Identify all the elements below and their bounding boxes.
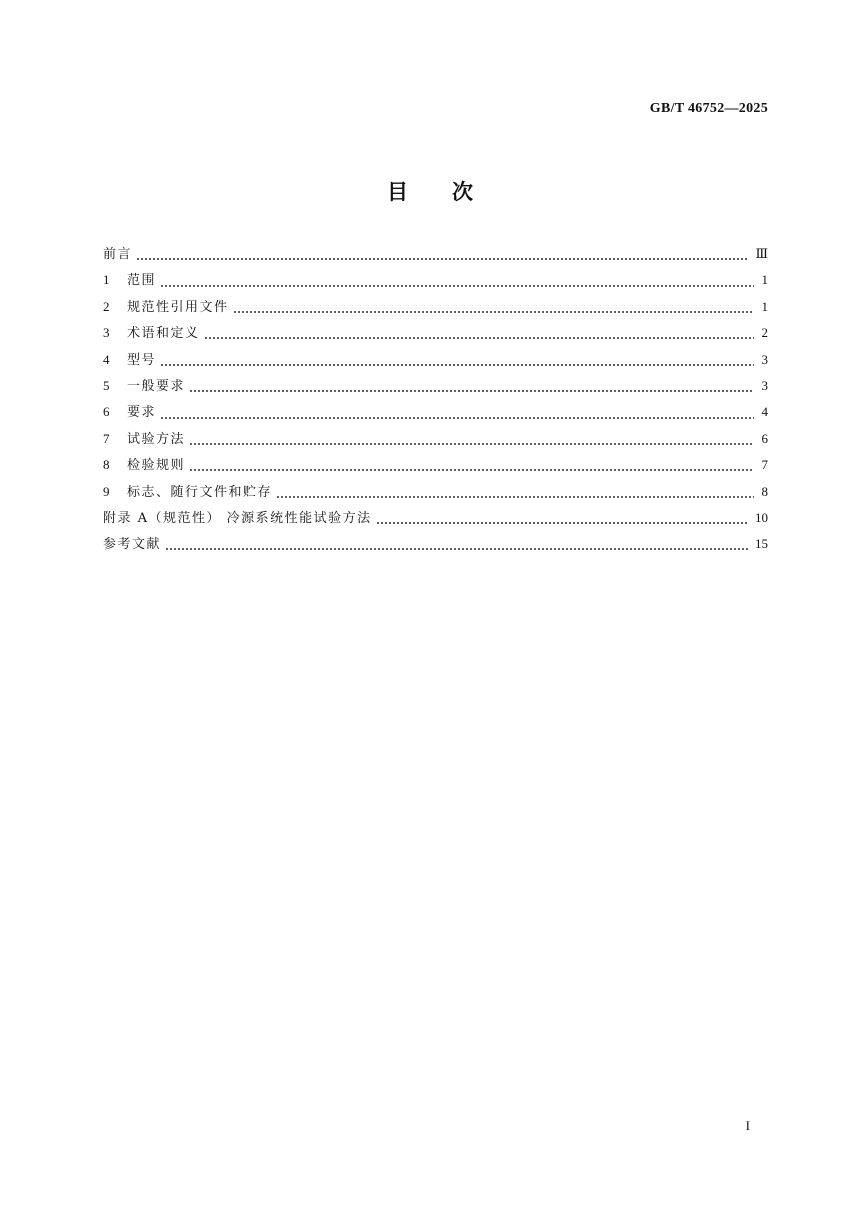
toc-dot-leader [376, 521, 749, 525]
toc-entry-marking-documents-storage[interactable] [103, 481, 768, 507]
toc-entry-label: 规范性引用文件 [127, 299, 229, 315]
toc-entry-label: 范围 [127, 273, 157, 289]
toc-entry-number: 6 [103, 404, 110, 420]
toc-entry-page: 3 [761, 377, 768, 393]
page-number: I [745, 1118, 750, 1133]
toc-entry-test-methods[interactable] [103, 428, 768, 454]
toc-entry-annex-a[interactable] [103, 507, 768, 533]
toc-entry-page: 7 [761, 457, 768, 473]
toc-dot-leader [189, 389, 754, 393]
toc-dot-leader [189, 468, 754, 472]
toc-entry-page: 4 [761, 404, 768, 420]
toc-entry-number: 2 [103, 298, 110, 314]
toc-dot-leader [189, 442, 754, 446]
toc-entry-model[interactable] [103, 349, 768, 375]
toc-entry-number: 7 [103, 430, 110, 446]
page-title: 目次 [387, 180, 517, 204]
toc-entry-label: 一般要求 [127, 378, 186, 394]
toc-entry-requirements[interactable] [103, 401, 768, 427]
toc-dot-leader [165, 547, 749, 551]
toc-entry-bibliography[interactable] [103, 533, 768, 559]
toc-dot-leader [276, 495, 754, 499]
toc-entry-label: 标志、随行文件和贮存 [127, 484, 273, 500]
toc-entry-page: 3 [761, 351, 768, 367]
toc-entry-page: 8 [761, 483, 768, 499]
toc-entry-label: 附录 A（规范性） 冷源系统性能试验方法 [103, 510, 372, 526]
toc-entry-label: 要求 [127, 405, 157, 421]
toc-entry-number: 1 [103, 272, 110, 288]
toc-entry-label: 型号 [127, 352, 157, 368]
toc-entry-page: 2 [761, 325, 768, 341]
toc-entry-label: 参考文献 [103, 537, 162, 553]
toc-entry-terms-definitions[interactable] [103, 322, 768, 348]
toc-entry-label: 检验规则 [127, 458, 186, 474]
table-of-contents [103, 243, 768, 560]
toc-entry-page: 6 [761, 430, 768, 446]
toc-entry-scope[interactable] [103, 269, 768, 295]
toc-entry-number: 5 [103, 377, 110, 393]
toc-entry-number: 8 [103, 457, 110, 473]
toc-dot-leader [233, 310, 754, 314]
toc-entry-label: 试验方法 [127, 431, 186, 447]
toc-entry-page: 1 [761, 298, 768, 314]
toc-entry-page: 1 [761, 272, 768, 288]
toc-entry-page: Ⅲ [755, 246, 768, 261]
toc-entry-preface[interactable] [103, 243, 768, 269]
standard-number: GB/T 46752—2025 [649, 101, 768, 116]
toc-dot-leader [160, 363, 754, 367]
toc-entry-number: 3 [103, 325, 110, 341]
toc-dot-leader [160, 416, 754, 420]
toc-entry-normative-references[interactable] [103, 296, 768, 322]
toc-entry-page: 15 [755, 536, 768, 552]
toc-entry-label: 前言 [103, 247, 133, 262]
toc-dot-leader [160, 284, 754, 288]
toc-entry-page: 10 [755, 509, 768, 525]
toc-entry-number: 9 [103, 483, 110, 499]
toc-entry-inspection-rules[interactable] [103, 454, 768, 480]
toc-entry-label: 术语和定义 [127, 326, 200, 342]
toc-dot-leader [136, 257, 749, 261]
toc-entry-general-requirements[interactable] [103, 375, 768, 401]
toc-entry-number: 4 [103, 351, 110, 367]
toc-dot-leader [204, 336, 754, 340]
